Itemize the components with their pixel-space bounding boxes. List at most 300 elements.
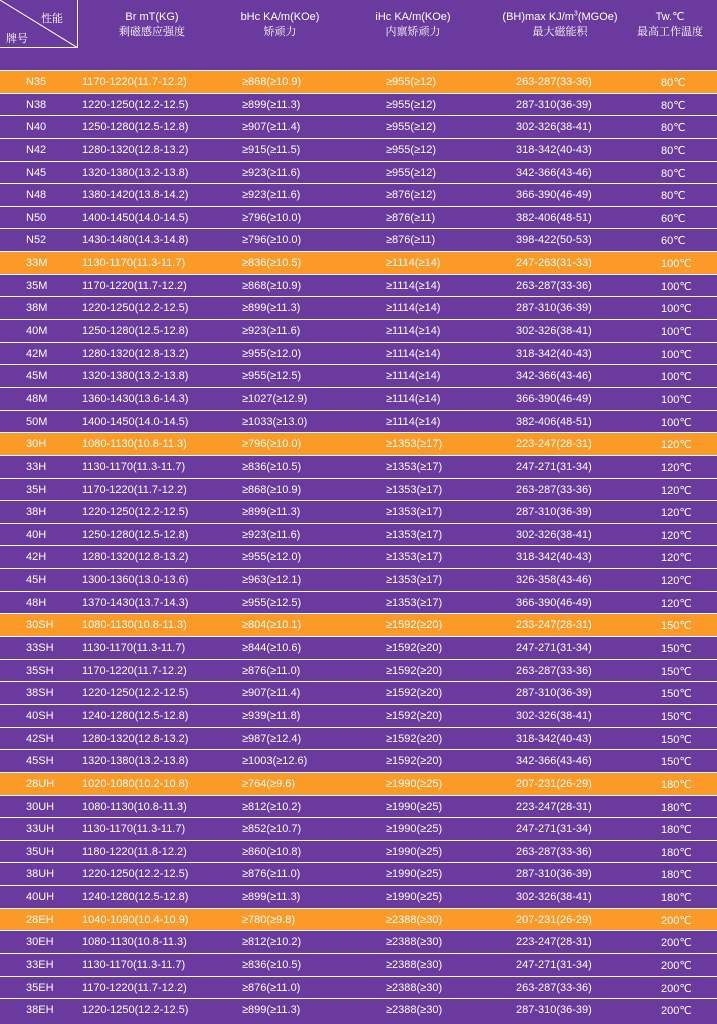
cell-grade: 50M [26, 415, 48, 428]
cell-grade: 40SH [26, 709, 54, 722]
cell-tw: 200℃ [661, 982, 692, 995]
header-br-unit: Br mT(KG) [125, 11, 179, 23]
table-row [0, 704, 717, 727]
cell-grade: N48 [26, 189, 47, 202]
cell-tw: 150℃ [661, 620, 692, 633]
cell-grade: 33SH [26, 642, 54, 655]
cell-grade: 33H [26, 460, 47, 473]
header-bhc-label: 矫顽力 [263, 26, 297, 38]
cell-br: 1220-1250(12.2-12.5) [82, 506, 189, 519]
cell-ihc: ≥1114(≥14) [386, 415, 441, 428]
cell-bhmax: 302-326(38-41) [516, 325, 592, 338]
cell-grade: 35UH [26, 845, 55, 858]
cell-bhmax: 318-342(40-43) [516, 347, 592, 360]
table-row [0, 523, 717, 546]
cell-ihc: ≥2388(≥30) [386, 981, 443, 994]
corner-label-grade: 牌号 [6, 33, 28, 45]
cell-ihc: ≥1353(≥17) [386, 528, 443, 541]
table-row [0, 455, 717, 478]
table-row [0, 342, 717, 365]
cell-tw: 100℃ [661, 348, 692, 361]
cell-br: 1170-1220(11.7-12.2) [82, 664, 187, 677]
table-row [0, 93, 717, 116]
cell-ihc: ≥1990(≥25) [386, 823, 443, 836]
cell-br: 1220-1250(12.2-12.5) [82, 1004, 189, 1017]
cell-bhc: ≥1033(≥13.0) [242, 415, 308, 428]
cell-grade: N50 [26, 211, 47, 224]
cell-bhc: ≥899(≥11.3) [242, 98, 301, 111]
cell-grade: 38UH [26, 868, 55, 881]
cell-bhc: ≥963(≥12.1) [242, 574, 302, 587]
cell-tw: 150℃ [661, 733, 692, 746]
cell-br: 1220-1250(12.2-12.5) [82, 98, 189, 111]
cell-bhmax: 287-310(36-39) [516, 506, 592, 519]
table-row [0, 432, 717, 455]
header-bhmax-unit-sup: 3 [573, 10, 578, 18]
cell-tw: 120℃ [661, 597, 692, 610]
table-row [0, 681, 717, 704]
header-bhmax [490, 10, 630, 40]
cell-bhc: ≥955(≥12.5) [242, 596, 302, 609]
cell-bhc: ≥876(≥11.0) [242, 868, 301, 881]
cell-ihc: ≥1592(≥20) [386, 732, 443, 745]
cell-br: 1280-1320(12.8-13.2) [82, 347, 189, 360]
cell-bhmax: 302-326(38-41) [516, 709, 592, 722]
cell-tw: 120℃ [661, 575, 692, 588]
cell-bhc: ≥939(≥11.8) [242, 709, 301, 722]
cell-bhmax: 318-342(40-43) [516, 551, 592, 564]
cell-grade: 42H [26, 551, 47, 564]
cell-bhmax: 247-263(31-33) [516, 257, 592, 270]
header-br [92, 10, 212, 40]
cell-ihc: ≥1114(≥14) [386, 325, 441, 338]
cell-bhmax: 263-287(33-36) [516, 845, 592, 858]
cell-br: 1080-1130(10.8-11.3) [82, 619, 187, 632]
cell-grade: 38M [26, 302, 48, 315]
table-row [0, 568, 717, 591]
cell-br: 1370-1430(13.7-14.3) [82, 596, 189, 609]
cell-ihc: ≥1592(≥20) [386, 687, 443, 700]
cell-bhmax: 287-310(36-39) [516, 687, 592, 700]
cell-ihc: ≥1353(≥17) [386, 483, 443, 496]
cell-bhmax: 318-342(40-43) [516, 732, 592, 745]
cell-tw: 180℃ [661, 824, 692, 837]
table-row [0, 998, 717, 1021]
cell-br: 1130-1170(11.3-11.7) [82, 958, 186, 971]
cell-br: 1320-1380(13.2-13.8) [82, 755, 189, 768]
cell-grade: 30UH [26, 800, 55, 813]
cell-tw: 180℃ [661, 801, 692, 814]
cell-grade: 38EH [26, 1004, 54, 1017]
cell-br: 1020-1080(10.2-10.8) [82, 777, 189, 790]
cell-bhmax: 287-310(36-39) [516, 1004, 592, 1017]
table-row [0, 478, 717, 501]
cell-grade: N52 [26, 234, 47, 247]
cell-bhc: ≥923(≥11.6) [242, 166, 301, 179]
header-bhmax-label: 最大磁能积 [532, 26, 588, 38]
cell-bhmax: 207-231(26-29) [516, 777, 592, 790]
table-header [0, 0, 717, 48]
cell-bhmax: 342-366(43-46) [516, 370, 592, 383]
cell-ihc: ≥1353(≥17) [386, 551, 443, 564]
table-row [0, 795, 717, 818]
cell-bhmax: 263-287(33-36) [516, 981, 592, 994]
cell-br: 1170-1220(11.7-12.2) [82, 76, 187, 88]
cell-bhc: ≥780(≥9.8) [242, 913, 296, 926]
cell-tw: 150℃ [661, 643, 692, 656]
cell-bhc: ≥796(≥10.0) [242, 438, 302, 451]
cell-bhc: ≥796(≥10.0) [242, 234, 302, 247]
cell-bhc: ≥955(≥12.0) [242, 347, 302, 360]
header-tw-unit: Tw.℃ [655, 11, 685, 23]
cell-br: 1280-1320(12.8-13.2) [82, 732, 189, 745]
cell-bhmax: 398-422(50-53) [516, 234, 592, 247]
cell-grade: 45SH [26, 755, 54, 768]
cell-grade: 48M [26, 392, 48, 405]
cell-ihc: ≥955(≥12) [386, 143, 436, 156]
cell-ihc: ≥1990(≥25) [386, 845, 443, 858]
table-row [0, 364, 717, 387]
cell-grade: 40UH [26, 891, 55, 904]
cell-bhmax: 366-390(46-49) [516, 596, 592, 609]
header-ihc-unit: iHc KA/m(KOe) [375, 11, 451, 23]
header-ihc [353, 10, 473, 40]
magnet-grade-table [0, 70, 717, 1021]
cell-tw: 80℃ [661, 190, 686, 203]
cell-ihc: ≥1592(≥20) [386, 709, 443, 722]
cell-tw: 60℃ [661, 212, 686, 225]
cell-bhc: ≥836(≥10.5) [242, 958, 302, 971]
cell-bhc: ≥852(≥10.7) [242, 823, 302, 836]
table-row [0, 183, 717, 206]
cell-tw: 80℃ [661, 99, 686, 112]
table-row [0, 70, 717, 93]
table-row [0, 591, 717, 614]
cell-bhc: ≥923(≥11.6) [242, 189, 301, 202]
header-bhmax-unit-post: (MGOe) [577, 11, 618, 23]
cell-grade: 48H [26, 596, 47, 609]
cell-br: 1240-1280(12.5-12.8) [82, 891, 189, 904]
table-row [0, 885, 717, 908]
header-tw-label: 最高工作温度 [637, 26, 703, 38]
cell-tw: 180℃ [661, 892, 692, 905]
cell-ihc: ≥1353(≥17) [386, 438, 443, 451]
cell-bhmax: 233-247(28-31) [516, 619, 592, 632]
cell-tw: 200℃ [661, 914, 692, 927]
cell-grade: 33EH [26, 958, 54, 971]
cell-bhmax: 302-326(38-41) [516, 891, 592, 904]
cell-br: 1180-1220(11.8-12.2) [82, 845, 187, 858]
cell-br: 1320-1380(13.2-13.8) [82, 166, 189, 179]
cell-tw: 120℃ [661, 461, 692, 474]
cell-ihc: ≥2388(≥30) [386, 936, 443, 949]
table-row [0, 817, 717, 840]
cell-tw: 80℃ [661, 167, 686, 180]
cell-tw: 100℃ [661, 303, 692, 316]
cell-bhc: ≥868(≥10.9) [242, 76, 302, 88]
cell-tw: 80℃ [661, 77, 686, 89]
cell-br: 1250-1280(12.5-12.8) [82, 528, 189, 541]
cell-tw: 60℃ [661, 235, 686, 248]
cell-bhmax: 223-247(28-31) [516, 438, 592, 451]
cell-ihc: ≥1990(≥25) [386, 777, 443, 790]
cell-grade: 40H [26, 528, 47, 541]
table-row [0, 727, 717, 750]
cell-bhmax: 366-390(46-49) [516, 189, 592, 202]
cell-ihc: ≥1592(≥20) [386, 755, 443, 768]
header-bhmax-unit [490, 10, 630, 25]
cell-bhmax: 263-287(33-36) [516, 664, 592, 677]
cell-bhmax: 207-231(26-29) [516, 913, 592, 926]
table-row [0, 296, 717, 319]
cell-bhc: ≥907(≥11.4) [242, 687, 301, 700]
cell-ihc: ≥1592(≥20) [386, 619, 443, 632]
cell-tw: 200℃ [661, 959, 692, 972]
cell-ihc: ≥955(≥12) [386, 98, 436, 111]
cell-tw: 120℃ [661, 439, 692, 452]
cell-grade: 30EH [26, 936, 54, 949]
table-row [0, 115, 717, 138]
cell-tw: 100℃ [661, 280, 692, 293]
cell-tw: 150℃ [661, 665, 692, 678]
header-br-label: 剩磁感应强度 [119, 26, 185, 38]
cell-br: 1240-1280(12.5-12.8) [82, 709, 189, 722]
table-row [0, 387, 717, 410]
cell-ihc: ≥1353(≥17) [386, 506, 443, 519]
cell-bhc: ≥923(≥11.6) [242, 325, 301, 338]
cell-grade: 40M [26, 325, 48, 338]
cell-bhmax: 263-287(33-36) [516, 76, 592, 88]
cell-tw: 100℃ [661, 326, 692, 339]
cell-ihc: ≥955(≥12) [386, 76, 436, 88]
cell-grade: N38 [26, 98, 47, 111]
cell-grade: 42SH [26, 732, 54, 745]
cell-grade: N35 [26, 76, 47, 88]
table-row [0, 138, 717, 161]
cell-bhmax: 302-326(38-41) [516, 121, 592, 134]
table-row [0, 908, 717, 931]
cell-bhc: ≥812(≥10.2) [242, 800, 302, 813]
cell-bhc: ≥987(≥12.4) [242, 732, 302, 745]
cell-bhmax: 342-366(43-46) [516, 755, 592, 768]
cell-grade: 28UH [26, 777, 55, 790]
cell-grade: 45M [26, 370, 48, 383]
cell-br: 1130-1170(11.3-11.7) [82, 823, 186, 836]
cell-grade: 35M [26, 279, 48, 292]
cell-br: 1130-1170(11.3-11.7) [82, 460, 186, 473]
cell-br: 1400-1450(14.0-14.5) [82, 415, 189, 428]
cell-br: 1360-1430(13.6-14.3) [82, 392, 189, 405]
cell-bhc: ≥836(≥10.5) [242, 257, 302, 270]
cell-bhc: ≥899(≥11.3) [242, 1004, 301, 1017]
cell-ihc: ≥2388(≥30) [386, 1004, 443, 1017]
cell-ihc: ≥1990(≥25) [386, 800, 443, 813]
table-row [0, 749, 717, 772]
cell-bhmax: 263-287(33-36) [516, 279, 592, 292]
cell-tw: 200℃ [661, 937, 692, 950]
cell-bhmax: 326-358(43-46) [516, 574, 592, 587]
cell-grade: 35EH [26, 981, 54, 994]
cell-ihc: ≥1353(≥17) [386, 596, 443, 609]
corner-label-property: 性能 [41, 13, 63, 25]
table-row [0, 251, 717, 274]
cell-tw: 80℃ [661, 122, 686, 135]
cell-tw: 100℃ [661, 258, 692, 271]
cell-br: 1320-1380(13.2-13.8) [82, 370, 189, 383]
cell-bhmax: 263-287(33-36) [516, 483, 592, 496]
table-row [0, 953, 717, 976]
cell-bhc: ≥955(≥12.5) [242, 370, 302, 383]
cell-br: 1380-1420(13.8-14.2) [82, 189, 189, 202]
cell-tw: 100℃ [661, 371, 692, 384]
cell-bhmax: 302-326(38-41) [516, 528, 592, 541]
table-row [0, 545, 717, 568]
table-row [0, 613, 717, 636]
header-ihc-label: 内禀矫顽力 [385, 26, 441, 38]
cell-br: 1170-1220(11.7-12.2) [82, 483, 187, 496]
cell-tw: 120℃ [661, 507, 692, 520]
cell-tw: 120℃ [661, 552, 692, 565]
cell-tw: 180℃ [661, 778, 692, 791]
cell-grade: 35H [26, 483, 47, 496]
cell-ihc: ≥1114(≥14) [386, 392, 441, 405]
cell-grade: N42 [26, 143, 47, 156]
cell-bhc: ≥955(≥12.0) [242, 551, 302, 564]
cell-tw: 80℃ [661, 144, 686, 157]
table-row [0, 772, 717, 795]
cell-bhc: ≥876(≥11.0) [242, 981, 301, 994]
cell-tw: 200℃ [661, 1005, 692, 1018]
table-row [0, 206, 717, 229]
cell-tw: 100℃ [661, 393, 692, 406]
cell-bhmax: 382-406(48-51) [516, 415, 592, 428]
cell-br: 1250-1280(12.5-12.8) [82, 325, 189, 338]
cell-ihc: ≥1990(≥25) [386, 891, 443, 904]
cell-bhc: ≥844(≥10.6) [242, 642, 302, 655]
cell-grade: 33UH [26, 823, 55, 836]
cell-ihc: ≥1114(≥14) [386, 370, 441, 383]
cell-bhc: ≥1003(≥12.6) [242, 755, 308, 768]
cell-bhmax: 287-310(36-39) [516, 302, 592, 315]
cell-ihc: ≥1114(≥14) [386, 279, 441, 292]
cell-ihc: ≥1114(≥14) [386, 257, 441, 270]
cell-bhmax: 247-271(31-34) [516, 958, 592, 971]
cell-grade: 33M [26, 257, 48, 270]
cell-tw: 150℃ [661, 756, 692, 769]
cell-br: 1040-1090(10.4-10.9) [82, 913, 189, 926]
table-row [0, 840, 717, 863]
cell-br: 1280-1320(12.8-13.2) [82, 551, 189, 564]
cell-grade: 38H [26, 506, 47, 519]
cell-tw: 180℃ [661, 869, 692, 882]
cell-ihc: ≥876(≥11) [386, 234, 436, 247]
table-row [0, 274, 717, 297]
cell-bhc: ≥915(≥11.5) [242, 143, 301, 156]
cell-bhc: ≥764(≥9.6) [242, 777, 296, 790]
cell-bhc: ≥812(≥10.2) [242, 936, 302, 949]
cell-bhc: ≥899(≥11.3) [242, 506, 301, 519]
cell-tw: 100℃ [661, 416, 692, 429]
cell-br: 1280-1320(12.8-13.2) [82, 143, 189, 156]
header-bhc [220, 10, 340, 40]
cell-br: 1220-1250(12.2-12.5) [82, 868, 189, 881]
cell-br: 1250-1280(12.5-12.8) [82, 121, 189, 134]
cell-grade: 30SH [26, 619, 54, 632]
cell-ihc: ≥955(≥12) [386, 166, 436, 179]
cell-bhc: ≥876(≥11.0) [242, 664, 301, 677]
cell-br: 1430-1480(14.3-14.8) [82, 234, 189, 247]
cell-ihc: ≥1353(≥17) [386, 460, 443, 473]
table-row [0, 976, 717, 999]
cell-bhmax: 247-271(31-34) [516, 823, 592, 836]
table-row [0, 862, 717, 885]
cell-grade: 28EH [26, 913, 54, 926]
cell-bhc: ≥923(≥11.6) [242, 528, 301, 541]
table-row [0, 500, 717, 523]
cell-bhc: ≥899(≥11.3) [242, 891, 301, 904]
cell-bhmax: 223-247(28-31) [516, 936, 592, 949]
cell-br: 1400-1450(14.0-14.5) [82, 211, 189, 224]
cell-grade: 38SH [26, 687, 54, 700]
table-row [0, 659, 717, 682]
cell-grade: N40 [26, 121, 47, 134]
cell-bhmax: 366-390(46-49) [516, 392, 592, 405]
cell-br: 1080-1130(10.8-11.3) [82, 800, 187, 813]
cell-bhmax: 287-310(36-39) [516, 98, 592, 111]
table-row [0, 410, 717, 433]
cell-ihc: ≥1353(≥17) [386, 574, 443, 587]
cell-ihc: ≥876(≥12) [386, 189, 436, 202]
cell-ihc: ≥1114(≥14) [386, 347, 441, 360]
cell-br: 1130-1170(11.3-11.7) [82, 257, 186, 270]
cell-tw: 150℃ [661, 710, 692, 723]
cell-grade: 35SH [26, 664, 54, 677]
cell-ihc: ≥876(≥11) [386, 211, 436, 224]
cell-ihc: ≥2388(≥30) [386, 958, 443, 971]
cell-grade: 42M [26, 347, 48, 360]
cell-ihc: ≥1114(≥14) [386, 302, 441, 315]
cell-grade: 30H [26, 438, 47, 451]
cell-bhc: ≥899(≥11.3) [242, 302, 301, 315]
cell-grade: N45 [26, 166, 47, 179]
table-row [0, 930, 717, 953]
cell-br: 1080-1130(10.8-11.3) [82, 438, 187, 451]
cell-tw: 120℃ [661, 529, 692, 542]
header-corner-cell [0, 0, 78, 48]
cell-br: 1170-1220(11.7-12.2) [82, 279, 187, 292]
cell-bhc: ≥796(≥10.0) [242, 211, 302, 224]
cell-bhc: ≥860(≥10.8) [242, 845, 302, 858]
header-tw [630, 10, 710, 40]
cell-bhc: ≥907(≥11.4) [242, 121, 301, 134]
cell-tw: 150℃ [661, 688, 692, 701]
cell-br: 1300-1360(13.0-13.6) [82, 574, 189, 587]
cell-tw: 180℃ [661, 846, 692, 859]
cell-br: 1130-1170(11.3-11.7) [82, 642, 186, 655]
header-bhc-unit: bHc KA/m(KOe) [240, 11, 320, 23]
cell-br: 1170-1220(11.7-12.2) [82, 981, 187, 994]
cell-ihc: ≥1592(≥20) [386, 664, 443, 677]
header-bhmax-unit-pre: (BH)max KJ/m [502, 11, 574, 23]
cell-bhc: ≥868(≥10.9) [242, 279, 302, 292]
cell-bhc: ≥804(≥10.1) [242, 619, 302, 632]
cell-tw: 120℃ [661, 484, 692, 497]
table-row [0, 228, 717, 251]
cell-bhc: ≥868(≥10.9) [242, 483, 302, 496]
cell-bhc: ≥836(≥10.5) [242, 460, 302, 473]
cell-bhmax: 318-342(40-43) [516, 143, 592, 156]
cell-br: 1220-1250(12.2-12.5) [82, 687, 189, 700]
